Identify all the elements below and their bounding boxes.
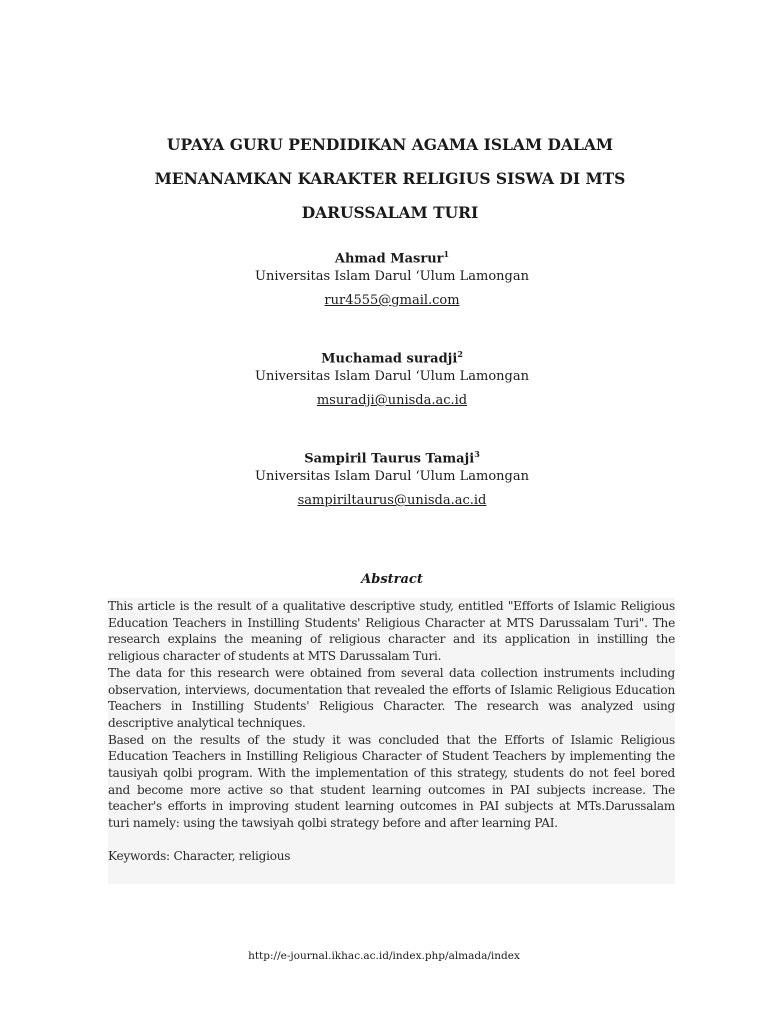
author-1-email[interactable]: rur4555@gmail.com [324,293,460,308]
paper-title-line-3: DARUSSALAM TURI [301,203,479,222]
author-2-email[interactable]: msuradji@unisda.ac.id [316,393,468,408]
author-1-affiliation: Universitas Islam Darul ‘Ulum Lamongan [254,269,529,284]
author-2-sup: 2 [457,349,463,359]
author-3-name: Sampiril Taurus Tamaji [304,451,475,467]
abstract-paragraph-1: This article is the result of a qualitative descriptive study, entitled "Efforts of Islamic Religious Education Teachers in Instilling Students' Religious Character at MTS Darussalam Turi". The research explains the meaning of religious character and its application in instilling the religious character of students at MTS Darussalam Turi. [108,599,675,664]
abstract-body [108,598,675,884]
author-3 [90,443,694,513]
footer-journal-url[interactable]: http://e-journal.ikhac.ac.id/index.php/almada/index [248,950,520,962]
author-3-sup: 3 [474,449,480,459]
author-2 [90,343,694,413]
paper-title-line-2: MENANAMKAN KARAKTER RELIGIUS SISWA DI MTS [154,169,626,188]
abstract-paragraph-3: Based on the results of the study it was concluded that the Efforts of Islamic Religious Education Teachers in Instilling Religious Character of Student Teachers by implementing the tausiyah qolbi program. With the implementation of this strategy, students do not feel bored and become more active so that student learning outcomes in PAI subjects increase. The teacher's efforts in improving student learning outcomes in PAI subjects at MTs.Darussalam turi namely: using the tawsiyah qolbi strategy before and after learning PAI. [108,732,675,831]
author-1-name: Ahmad Masrur [334,251,444,267]
paper-title-line-1: UPAYA GURU PENDIDIKAN AGAMA ISLAM DALAM [166,135,614,154]
author-3-name-line [90,443,694,465]
author-1-name-line [90,243,694,265]
paper-title [90,128,690,230]
author-3-affiliation: Universitas Islam Darul ‘Ulum Lamongan [254,469,529,484]
author-1-sup: 1 [443,249,450,259]
abstract-keywords: Keywords: Character, religious [108,848,291,863]
abstract-paragraph-2: The data for this research were obtained from several data collection instruments including observation, interviews, documentation that revealed the efforts of Islamic Religious Education Teachers in Instilling Students' Religious Character. The research was analyzed using descriptive analytical techniques. [108,665,675,730]
author-1 [90,243,694,313]
abstract-heading: Abstract [361,572,423,587]
author-2-name: Muchamad suradji [321,351,458,367]
author-2-affiliation: Universitas Islam Darul ‘Ulum Lamongan [254,369,529,384]
author-3-email[interactable]: sampiriltaurus@unisda.ac.id [297,493,487,508]
author-2-name-line [90,343,694,365]
